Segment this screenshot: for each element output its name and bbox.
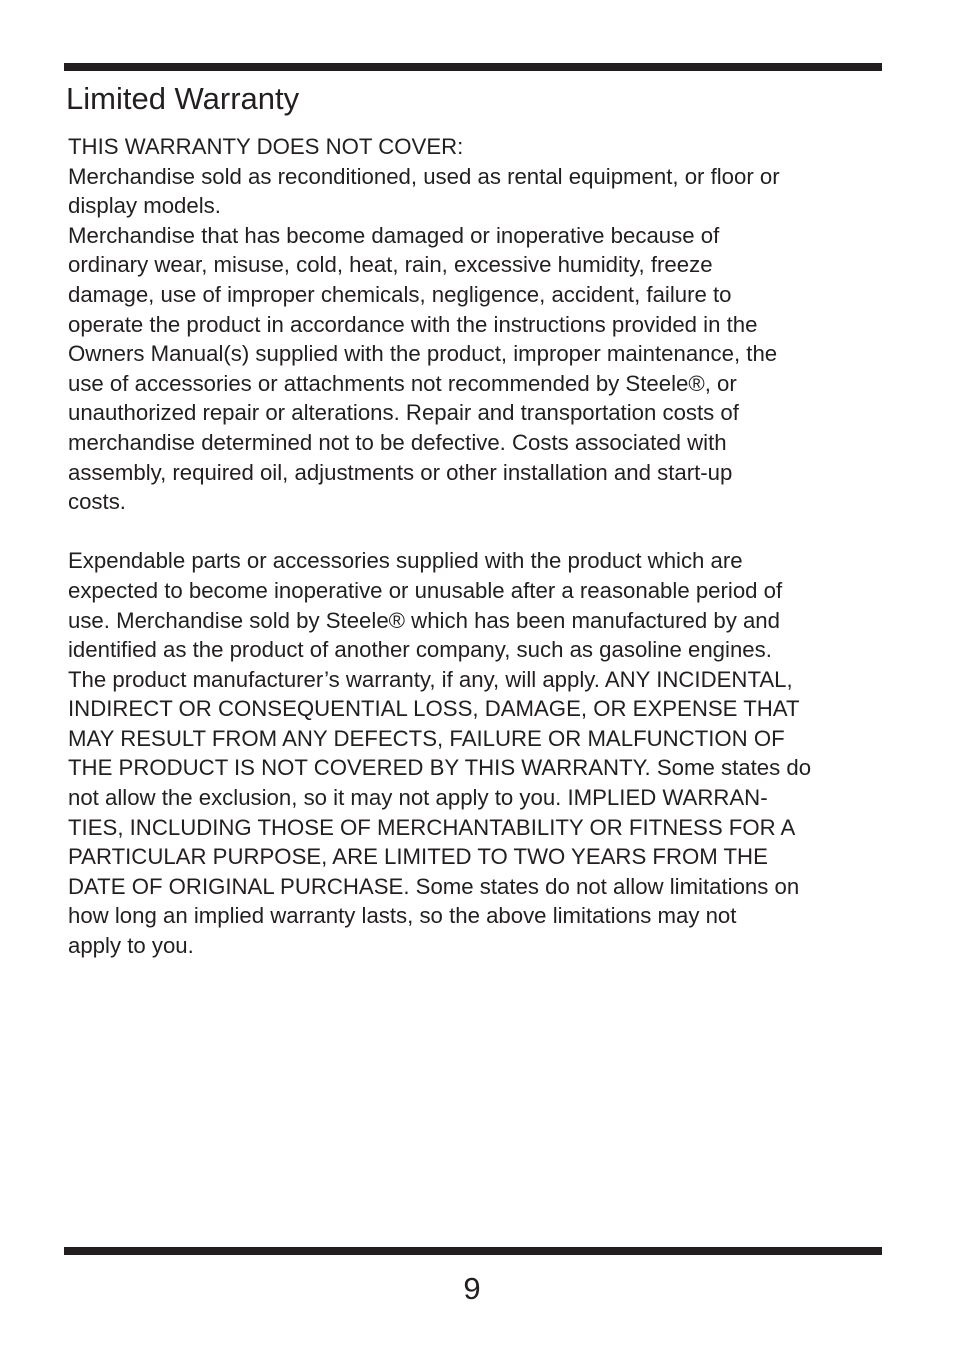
text-line: expected to become inoperative or unusable after a reasonable period of: [68, 577, 783, 603]
text-line: display models.: [68, 193, 221, 219]
text-line: unauthorized repair or alterations. Repair and transportation costs of: [68, 400, 739, 426]
text-line: use of accessories or attachments not recommended by Steele®, or: [68, 370, 737, 396]
text-line: TIES, INCLUDING THOSE OF MERCHANTABILITY OR FITNESS FOR A: [68, 814, 796, 840]
text-line: THE PRODUCT IS NOT COVERED BY THIS WARRANTY. Some states do: [68, 755, 812, 781]
text-line: Owners Manual(s) supplied with the product, improper maintenance, the: [68, 341, 778, 367]
text-line: ordinary wear, misuse, cold, heat, rain, excessive humidity, freeze: [68, 252, 713, 278]
text-line: Merchandise that has become damaged or inoperative because of: [68, 222, 720, 248]
text-line: identified as the product of another company, such as gasoline engines.: [68, 637, 772, 663]
text-line: INDIRECT OR CONSEQUENTIAL LOSS, DAMAGE, OR EXPENSE THAT: [68, 696, 800, 722]
text-line: PARTICULAR PURPOSE, ARE LIMITED TO TWO YEARS FROM THE: [68, 844, 768, 870]
paragraph-gap: [68, 517, 898, 547]
text-line: assembly, required oil, adjustments or other installation and start-up: [68, 459, 733, 485]
text-line: Merchandise sold as reconditioned, used as rental equipment, or floor or: [68, 163, 780, 189]
text-line: The product manufacturer’s warranty, if any, will apply. ANY INCIDENTAL,: [68, 666, 793, 692]
text-line: apply to you.: [68, 933, 194, 959]
bottom-divider: [64, 1247, 882, 1255]
text-line: costs.: [68, 489, 126, 515]
text-line: damage, use of improper chemicals, negligence, accident, failure to: [68, 281, 732, 307]
text-line: not allow the exclusion, so it may not apply to you. IMPLIED WARRAN-: [68, 785, 768, 811]
top-divider: [64, 63, 882, 71]
text-line: operate the product in accordance with the instructions provided in the: [68, 311, 758, 337]
text-line: THIS WARRANTY DOES NOT COVER:: [68, 134, 464, 159]
text-line: use. Merchandise sold by Steele® which has been manufactured by and: [68, 607, 780, 633]
text-line: DATE OF ORIGINAL PURCHASE. Some states do not allow limitations on: [68, 873, 800, 899]
text-line: MAY RESULT FROM ANY DEFECTS, FAILURE OR MALFUNCTION OF: [68, 725, 785, 751]
page-number: 9: [463, 1271, 481, 1306]
page-title: Limited Warranty: [66, 81, 300, 116]
text-line: how long an implied warranty lasts, so the above limitations may not: [68, 903, 737, 929]
text-line: merchandise determined not to be defective. Costs associated with: [68, 429, 727, 455]
warranty-exclusions-text: [68, 132, 898, 961]
text-line: Expendable parts or accessories supplied with the product which are: [68, 548, 743, 574]
